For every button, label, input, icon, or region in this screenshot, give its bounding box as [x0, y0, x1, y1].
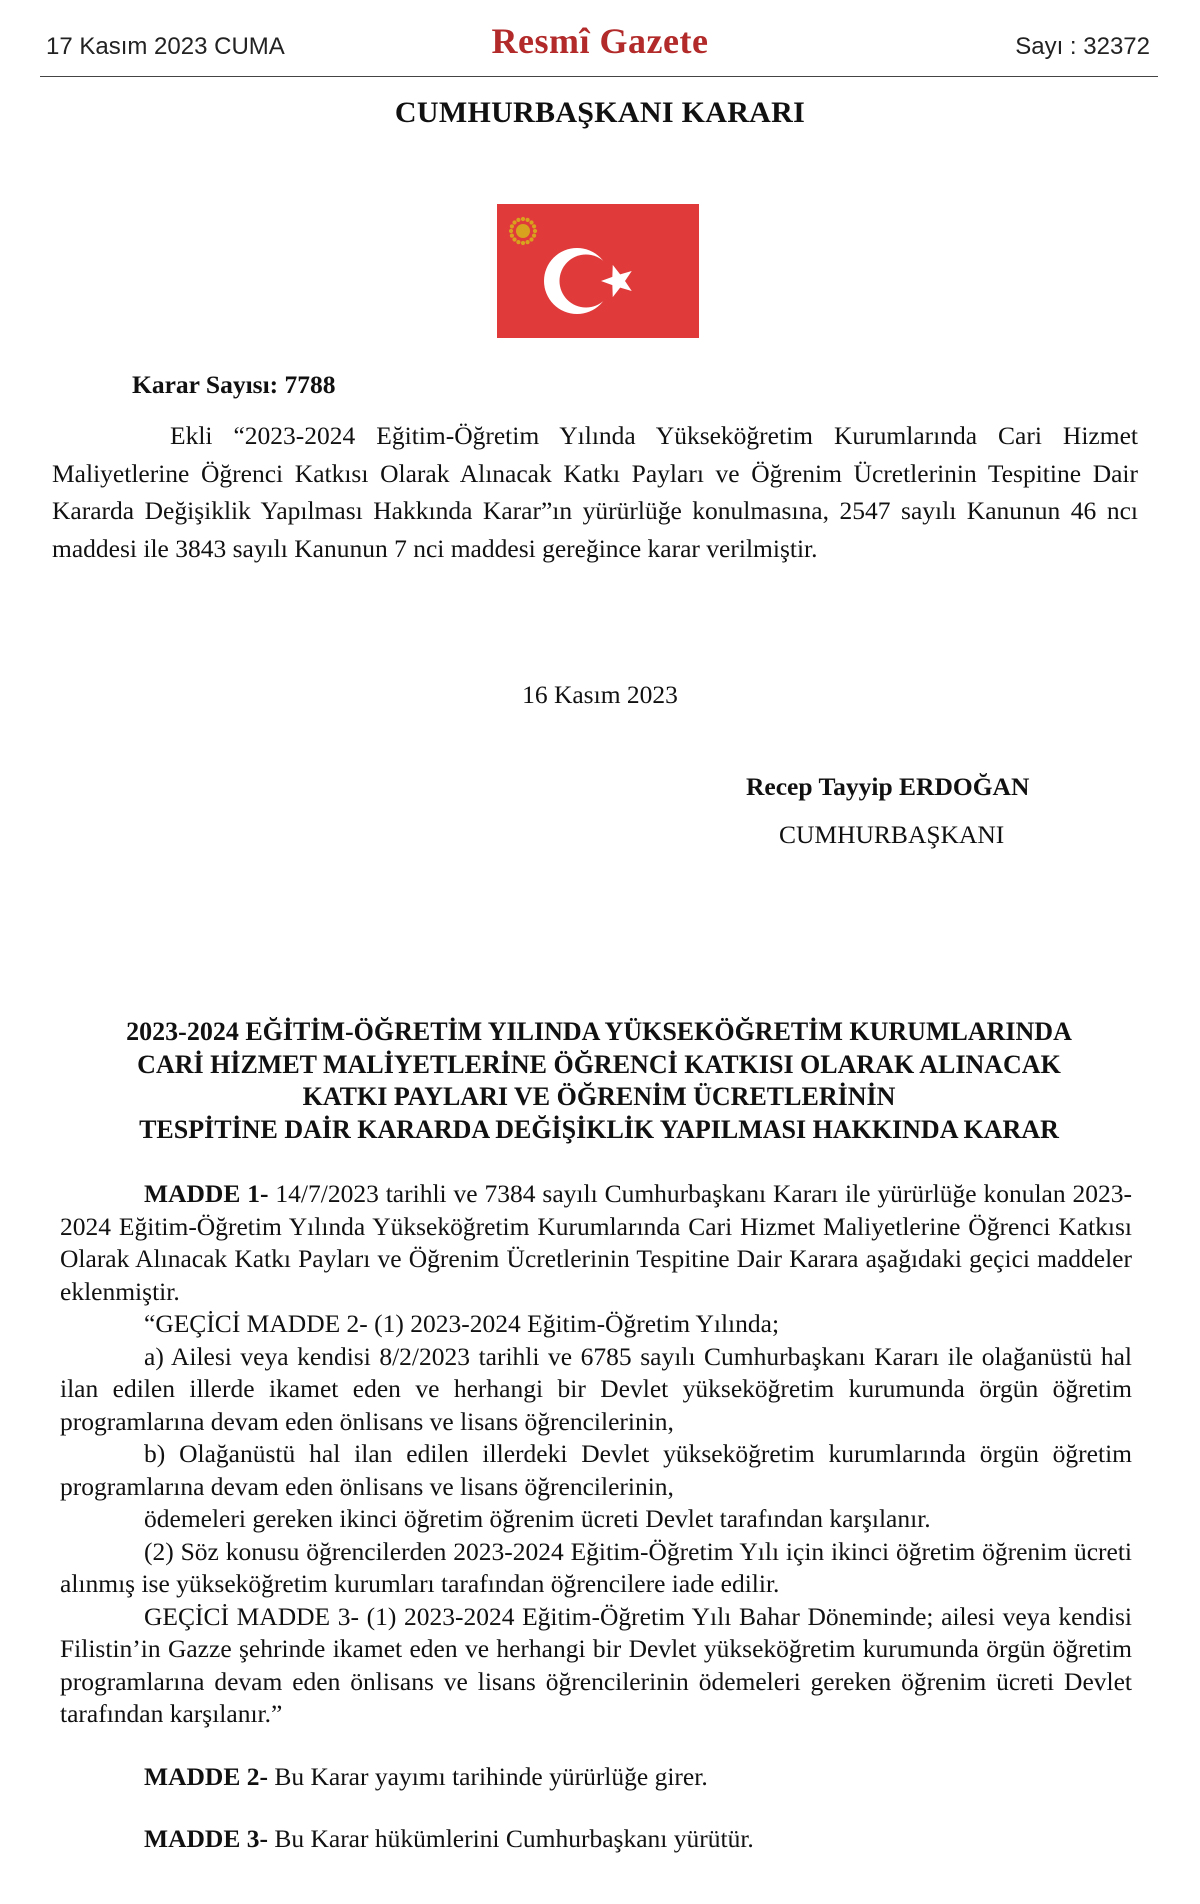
article-label: MADDE 3- — [144, 1824, 268, 1853]
regulation-title-line: CARİ HİZMET MALİYETLERİNE ÖĞRENCİ KATKISI OLARAK ALINACAK — [137, 1049, 1061, 1079]
preamble-text: Ekli “2023-2024 Eğitim-Öğretim Yılında Yükseköğretim Kurumlarında Cari Hizmet Maliyetlerine Öğrenci Katkısı Olarak Alınacak Katkı Payları ve Öğrenim Ücretlerinin Tespitine Dair Kararda Değişiklik Yapılması Hakkında Karar”ın yürürlüğe konulmasına, 2547 sayılı Kanunun 46 ncı maddesi ile 3843 sayılı Kanunun 7 nci maddesi gereğince karar verilmiştir. — [52, 421, 1138, 563]
regulation-title — [40, 1016, 1158, 1146]
article-1 — [60, 1178, 1132, 1308]
sun-ray-star — [516, 218, 520, 222]
signer-title: CUMHURBAŞKANI — [779, 820, 1005, 849]
gazette-date: 17 Kasım 2023 CUMA — [46, 33, 285, 60]
signer-name: Recep Tayyip ERDOĞAN — [746, 772, 1030, 801]
regulation-body — [60, 1178, 1132, 1856]
sun-ray-star — [512, 220, 516, 224]
article-text: 14/7/2023 tarihli ve 7384 sayılı Cumhurbaşkanı Kararı ile yürürlüğe konulan 2023-2024 Eğitim-Öğretim Yılında Yükseköğretim Kurumlarında Cari Hizmet Maliyetlerine Öğrenci Katkısı Olarak Alınacak Katkı Payları ve Öğrenim Ücretlerinin Tespitine Dair Karara aşağıdaki geçici maddeler eklenmiştir. — [60, 1179, 1132, 1306]
sun-ray-star — [509, 229, 513, 233]
document-type-heading: CUMHURBAŞKANI KARARI — [394, 96, 806, 129]
turkish-flag-icon — [497, 204, 699, 338]
sun-ray-star — [532, 233, 536, 237]
article-2 — [60, 1761, 1132, 1794]
sun-ray-star — [529, 220, 533, 224]
sun-ray-star — [532, 224, 536, 228]
regulation-title-line: KATKI PAYLARI VE ÖĞRENİM ÜCRETLERİNİN — [302, 1082, 896, 1111]
article-text: Bu Karar yayımı tarihinde yürürlüğe girer. — [267, 1761, 708, 1791]
sun-ray-star — [521, 217, 525, 221]
provision-paragraph: “GEÇİCİ MADDE 2- (1) 2023-2024 Eğitim-Öğretim Yılında; — [144, 1309, 780, 1338]
provision-paragraph: ödemeleri gereken ikinci öğretim öğrenim ücreti Devlet tarafından karşılanır. — [144, 1504, 931, 1533]
sun-ray-star — [525, 240, 529, 244]
regulation-title-line: 2023-2024 EĞİTİM-ÖĞRETİM YILINDA YÜKSEKÖĞRETİM KURUMLARINDA — [126, 1017, 1072, 1046]
decision-date: 16 Kasım 2023 — [522, 680, 678, 709]
sun-ray-star — [516, 240, 520, 244]
sun-ray-star — [529, 237, 533, 241]
provision-paragraph: (2) Söz konusu öğrencilerden 2023-2024 Eğitim-Öğretim Yılı için ikinci öğretim öğrenim ücreti alınmış ise yükseköğretim kurumları tarafından öğrencilere iade edilir. — [60, 1536, 1132, 1598]
header-divider — [40, 76, 1158, 77]
regulation-title-line: TESPİTİNE DAİR KARARDA DEĞİŞİKLİK YAPILMASI HAKKINDA KARAR — [139, 1114, 1059, 1144]
article-3 — [60, 1823, 1132, 1856]
sun-ray-star — [512, 237, 516, 241]
gazette-issue-number: Sayı : 32372 — [1015, 33, 1150, 60]
gazette-name: Resmî Gazete — [491, 21, 709, 61]
provision-paragraph: b) Olağanüstü hal ilan edilen illerdeki Devlet yükseköğretim kurumlarında örgün öğretim programlarına devam eden önlisans ve lisans öğrencilerinin, — [60, 1439, 1132, 1501]
sun-ray-star — [521, 241, 525, 245]
article-label: MADDE 2- — [144, 1761, 268, 1791]
provision-paragraph: a) Ailesi veya kendisi 8/2/2023 tarihli ve 6785 sayılı Cumhurbaşkanı Kararı ile olağanüstü hal ilan edilen illerde ikamet eden ve herhangi bir Devlet yükseköğretim kurumunda örgün öğretim programlarına devam eden önlisans ve lisans öğrencilerinin, — [60, 1341, 1132, 1436]
sun-ray-star — [533, 229, 537, 233]
decision-number: Karar Sayısı: 7788 — [132, 370, 336, 399]
decision-preamble — [52, 417, 1138, 567]
article-text: Bu Karar hükümlerini Cumhurbaşkanı yürütür. — [267, 1824, 754, 1853]
article-label: MADDE 1- — [144, 1179, 269, 1208]
sun-ray-star — [525, 218, 529, 222]
provision-paragraph: GEÇİCİ MADDE 3- (1) 2023-2024 Eğitim-Öğretim Yılı Bahar Döneminde; ailesi veya kendisi Filistin’in Gazze şehrinde ikamet eden ve herhangi bir Devlet yükseköğretim kurumunda örgün öğretim programlarına devam eden önlisans ve lisans öğrencilerinin ödemeleri gereken öğrenim ücreti Devlet tarafından karşılanır.” — [60, 1601, 1132, 1728]
sun-ray-star — [510, 233, 514, 237]
sun-ray-star — [510, 224, 514, 228]
